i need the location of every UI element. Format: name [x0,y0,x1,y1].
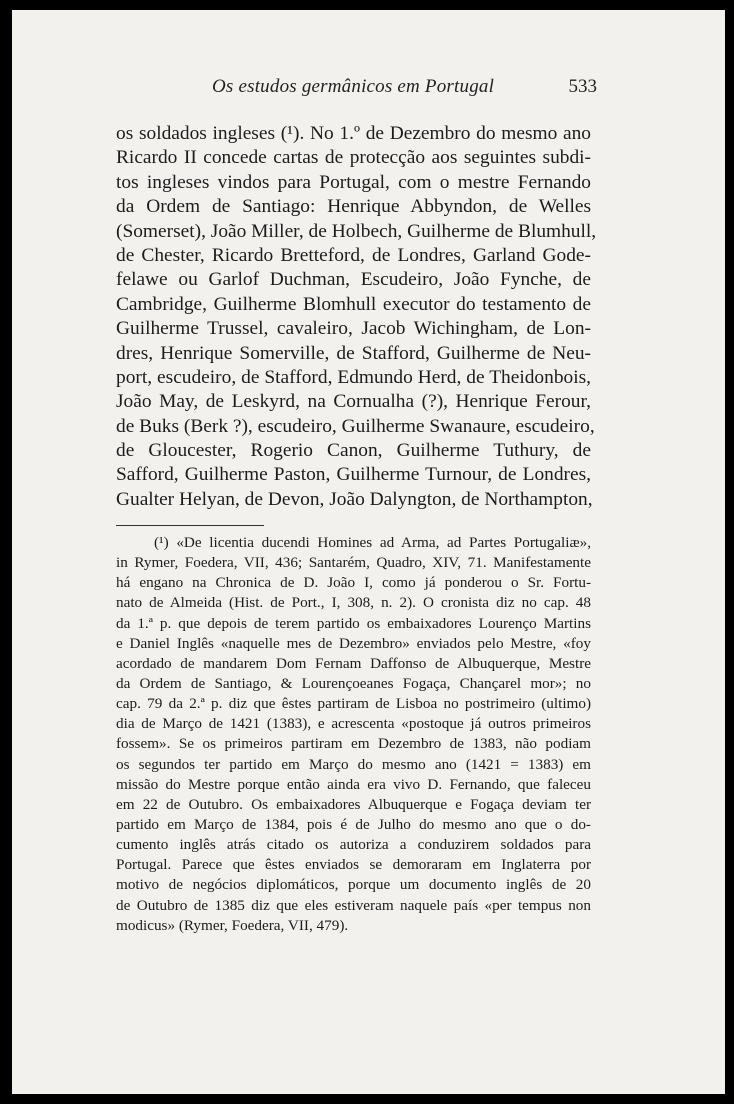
footnote-line: cap. 79 da 2.ª p. diz que êstes partiram de Lisboa no postrimeiro (ultimo) [116,695,591,713]
footnote-line: há engano na Chronica de D. João I, como já ponderou o Sr. Fortu- [116,574,591,592]
text-line: felawe ou Garlof Duchman, Escudeiro, João Fynche, de [116,269,591,291]
text-line: tos ingleses vindos para Portugal, com o mestre Fernando [116,171,591,193]
text-line: dres, Henrique Somerville, de Stafford, Guilherme de Neu- [116,342,591,364]
text-line: (Somerset), João Miller, de Holbech, Guilherme de Blumhull, [116,220,597,242]
running-title: Os estudos germânicos em Portugal [212,76,495,97]
footnote-line: missão do Mestre porque então ainda era vivo D. Fernando, que faleceu [116,775,591,793]
text-line: Gualter Helyan, de Devon, João Dalyngton, de Northampton, [116,488,593,510]
text-line: Safford, Guilherme Paston, Guilherme Turnour, de Londres, [116,464,591,486]
footnote-line: nato de Almeida (Hist. de Port., I, 308, n. 2). O cronista diz no cap. 48 [116,594,591,612]
footnote-line: cumento inglês atrás citado os autoriza a conduzirem soldados para [116,836,591,854]
footnote-line: motivo de negócios diplomáticos, porque um documento inglês de 20 [116,876,591,894]
footnote-line: dia de Março de 1421 (1383), e acrescenta «postoque já outros primeiros [116,715,591,733]
footnote-line: e Daniel Inglês «naquelle mes de Dezembro» enviados pelo Mestre, «foy [116,634,591,652]
footnote-line: Portugal. Parece que êstes enviados se demoraram em Inglaterra por [116,856,591,874]
footnote [116,533,591,936]
footnote-line: fossem». Se os primeiros partiram em Dezembro de 1383, não podiam [116,735,591,753]
footnote-line: (¹) «De licentia ducendi Homines ad Arma, ad Partes Portugaliæ», [154,534,591,551]
footnote-line: os segundos ter partido em Março do mesmo ano (1421 = 1383) em [116,755,591,773]
text-line: de Chester, Ricardo Bretteford, de Londres, Garland Gode- [116,244,591,266]
text-line: de Gloucester, Rogerio Canon, Guilherme Tuthury, de [116,440,591,462]
footnote-divider [116,525,264,526]
text-line: Guilherme Trussel, cavaleiro, Jacob Wichingham, de Lon- [116,318,591,340]
text-line: Cambridge, Guilherme Blomhull executor do testamento de [116,293,591,315]
footnote-line: da 1.ª p. que depois de terem partido os embaixadores Lourenço Martins [116,614,591,632]
footnote-line: modicus» (Rymer, Foedera, VII, 479). [116,916,349,934]
text-line: João May, de Leskyrd, na Cornualha (?), Henrique Ferour, [116,391,591,413]
footnote-line: partido em Março de 1384, pois é de Julho do mesmo ano que o do- [116,815,591,833]
text-line: port, escudeiro, de Stafford, Edmundo Herd, de Theidonbois, [116,366,591,388]
footnote-line: da Ordem de Santiago, & Lourençoeanes Fogaça, Chançarel mor»; no [116,674,591,692]
text-line: de Buks (Berk ?), escudeiro, Guilherme Swanaure, escudeiro, [116,415,595,437]
footnote-line: de Outubro de 1385 diz que eles estiveram naquele país «per tempus non [116,896,591,914]
footnote-line: em 22 de Outubro. Os embaixadores Albuquerque e Fogaça deviam ter [116,795,591,813]
text-line: Ricardo II concede cartas de protecção aos seguintes subdi- [116,147,591,169]
footnote-line: acordado de mandarem Dom Fernam Daffonso de Albuquerque, Mestre [116,654,591,672]
footnote-line: in Rymer, Foedera, VII, 436; Santarém, Quadro, XIV, 71. Manifestamente [116,554,591,572]
text-line: da Ordem de Santiago: Henrique Abbyndon, de Welles [116,196,591,218]
text-line: os soldados ingleses (¹). No 1.º de Dezembro do mesmo ano [116,123,591,144]
book-page [12,10,725,1094]
main-text [116,122,597,512]
page-number: 533 [568,76,597,97]
page-header [112,76,615,106]
